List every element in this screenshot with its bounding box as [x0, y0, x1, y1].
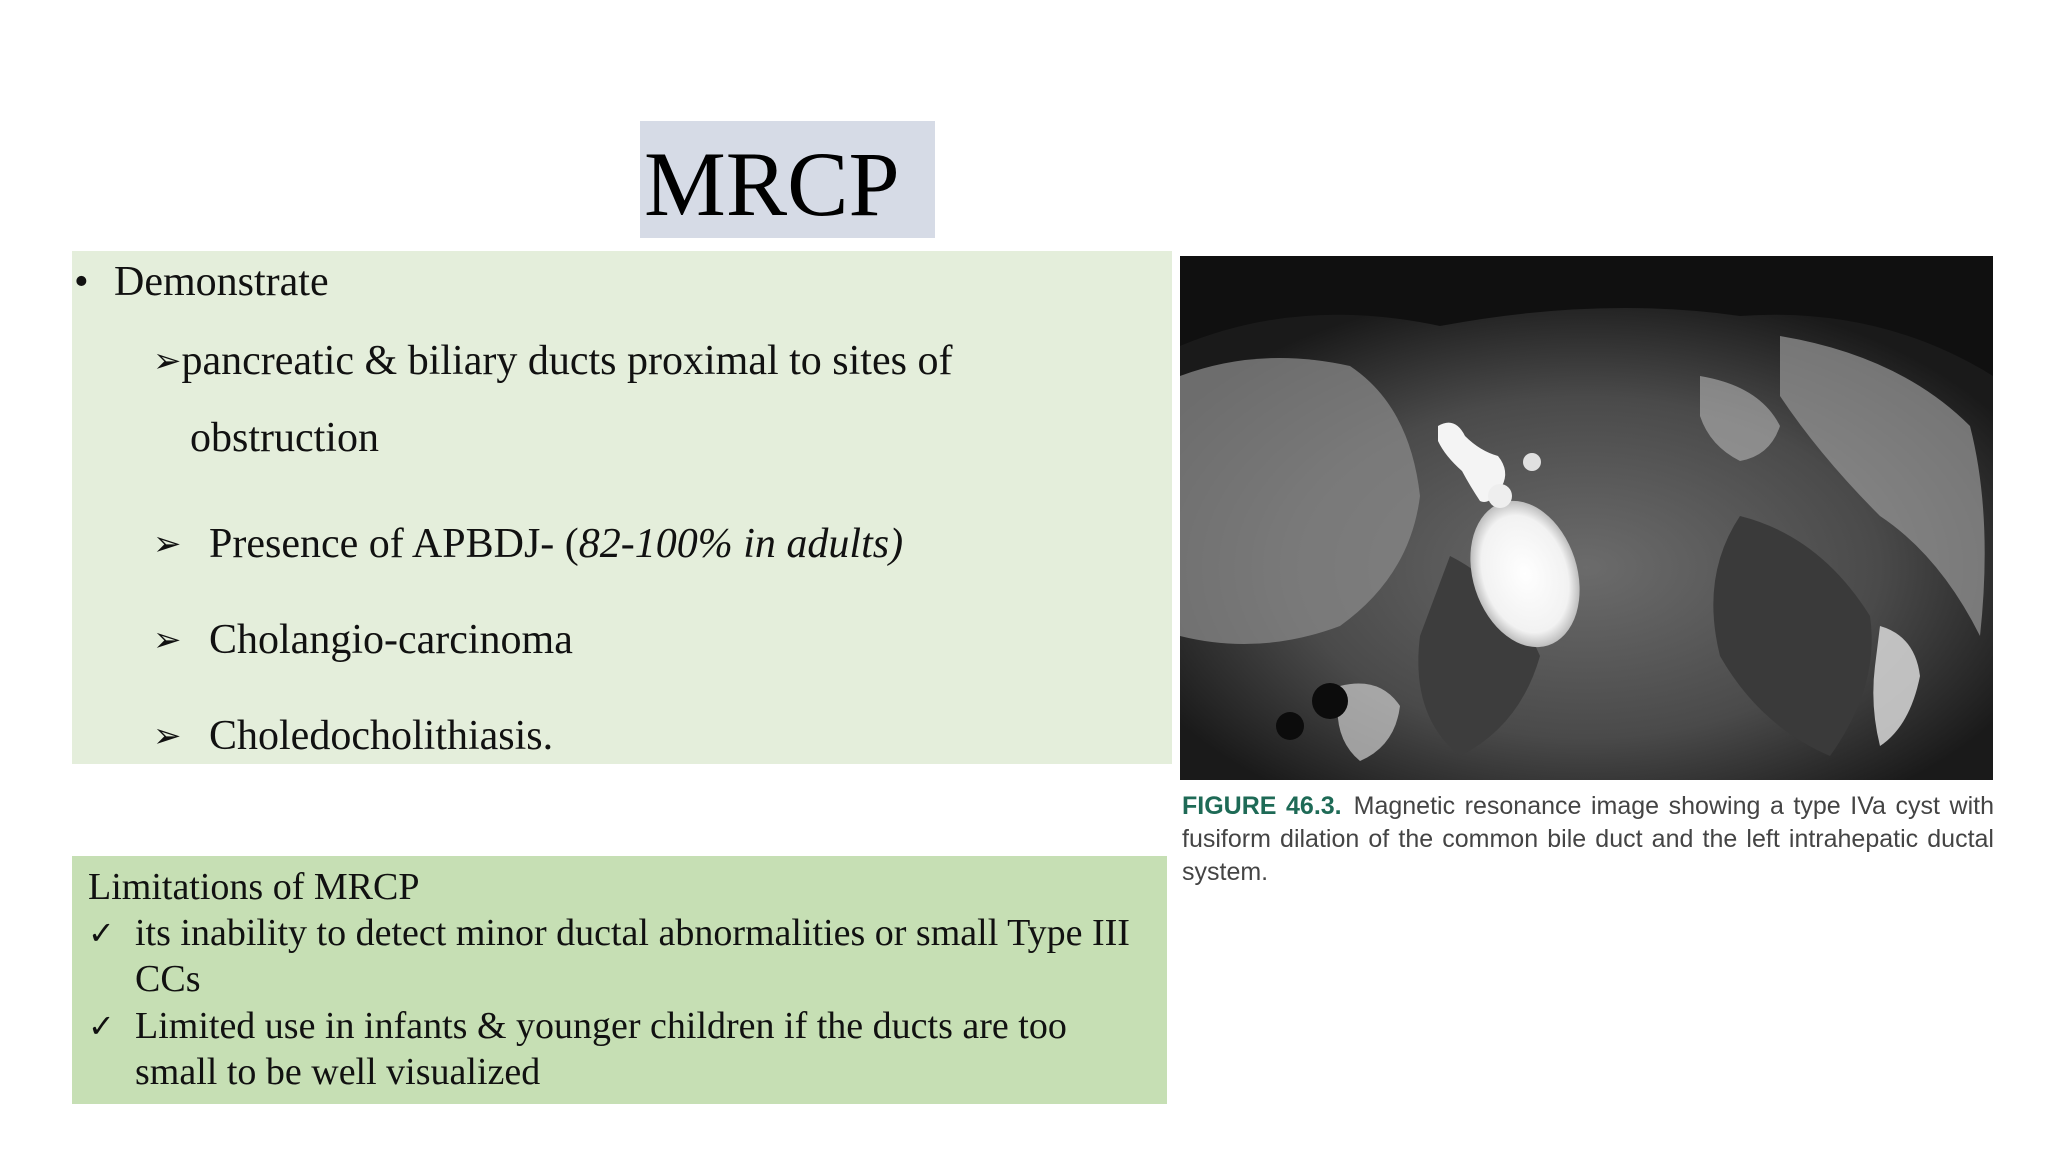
checkmark-icon: ✓ — [88, 914, 115, 952]
sub-item-italic: 82-100% in adults) — [578, 521, 904, 567]
limitation-line: small to be well visualized — [135, 1051, 541, 1093]
sub-item-ducts-continued: obstruction — [190, 415, 379, 461]
bullet-demonstrate — [72, 258, 329, 306]
sub-item-text: Presence of APBDJ- ( — [209, 521, 579, 567]
limitation-line: CCs — [135, 958, 201, 1000]
arrow-bullet-icon: ➢ — [153, 716, 182, 756]
bullet-dot-icon: • — [74, 259, 89, 305]
sub-item-choledocholithiasis — [153, 712, 553, 760]
arrow-bullet-icon: ➢ — [153, 524, 182, 564]
findings-panel — [72, 251, 1172, 764]
sub-item-text: Cholangio-carcinoma — [209, 617, 573, 663]
limitation-text — [135, 910, 1245, 1002]
slide-title: MRCP — [644, 133, 900, 235]
sub-item-cholangiocarcinoma — [153, 616, 573, 664]
mri-figure-image — [1180, 256, 1993, 780]
limitation-line: Limited use in infants & younger children if the ducts are too — [135, 1005, 1067, 1047]
checkmark-icon: ✓ — [88, 1007, 115, 1045]
sub-item-apbdj — [153, 520, 903, 568]
sub-item-text: pancreatic & biliary ducts proximal to sites of — [181, 338, 953, 384]
figure-label: FIGURE 46.3. — [1182, 792, 1342, 820]
limitation-item — [88, 1003, 1067, 1093]
arrow-bullet-icon: ➢ — [153, 620, 182, 660]
sub-item-ducts — [153, 337, 952, 385]
arrow-bullet-icon: ➢ — [153, 341, 182, 381]
figure-caption — [1182, 790, 1994, 889]
figure-caption-text: Magnetic resonance image showing a type IVa cyst with fusiform dilation of the common bile duct and the left intrahepatic ductal system. — [1182, 792, 1994, 886]
limitations-title: Limitations of MRCP — [88, 866, 420, 908]
sub-item-text: Choledocholithiasis. — [209, 713, 554, 759]
limitation-text — [135, 1003, 1245, 1095]
limitation-item — [88, 910, 1130, 1000]
limitation-line: its inability to detect minor ductal abnormalities or small Type III — [135, 912, 1130, 954]
bullet-demonstrate-label: Demonstrate — [114, 259, 329, 305]
mri-scan-illustration — [1180, 256, 1993, 780]
